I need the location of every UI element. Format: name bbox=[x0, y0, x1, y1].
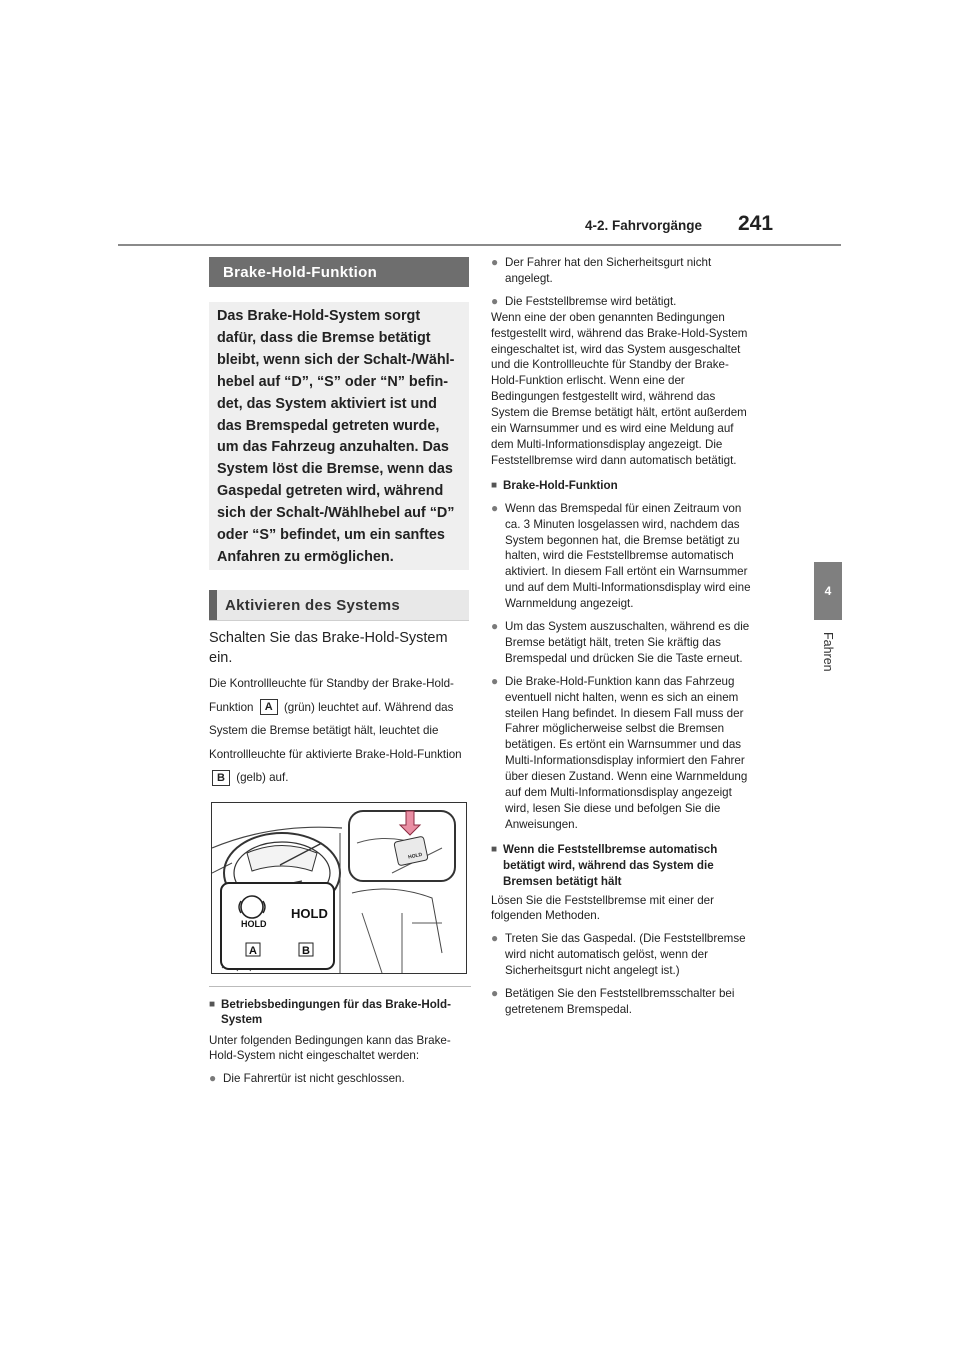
bullet-dot-icon: ● bbox=[491, 293, 499, 308]
bullet-dot-icon: ● bbox=[491, 255, 499, 269]
desc-part: Die Kontrollleuchte für Standby der Brake-Hold-Funktion bbox=[209, 677, 454, 714]
figure-divider bbox=[209, 986, 471, 987]
list-item bbox=[209, 1071, 471, 1086]
square-bullet-icon: ■ bbox=[491, 479, 498, 491]
section-heading-text: Brake-Hold-Funktion bbox=[223, 263, 378, 281]
page-number: 241 bbox=[738, 212, 774, 235]
step-description bbox=[209, 672, 471, 790]
desc-part: (gelb) auf. bbox=[236, 771, 289, 784]
switch-text: HOLD bbox=[407, 851, 423, 861]
conditions-heading bbox=[209, 997, 471, 1027]
list-item-text: Treten Sie das Gaspedal. (Die Feststellbremse wird nicht automatisch gelöst, wenn der Sicherheitsgurt nicht angelegt ist.) bbox=[505, 932, 746, 978]
dashboard-figure bbox=[211, 802, 467, 974]
section-heading-brake-hold bbox=[209, 257, 469, 287]
indicator-a-text: HOLD bbox=[241, 919, 267, 929]
chapter-tab: 4 bbox=[814, 562, 842, 620]
list-item bbox=[491, 501, 753, 612]
list-item-text: Die Fahrertür ist nicht geschlossen. bbox=[223, 1072, 405, 1085]
bullet-dot-icon: ● bbox=[491, 986, 499, 1001]
subheading bbox=[491, 842, 753, 890]
subheading bbox=[491, 478, 753, 494]
bullet-dot-icon: ● bbox=[209, 1071, 217, 1085]
indicator-b-text: HOLD bbox=[291, 906, 328, 921]
bullet-dot-icon: ● bbox=[491, 619, 499, 634]
paragraph: Lösen Sie die Feststellbremse mit einer der folgenden Methoden. bbox=[491, 893, 714, 923]
label-a-badge: A bbox=[260, 699, 278, 715]
list-item bbox=[491, 619, 753, 667]
list-item bbox=[491, 255, 753, 287]
list-item-text: Um das System auszuschalten, während es die Bremse betätigt hält, treten Sie kräftig das Bremspedal und drücken Sie die Taste erneut. bbox=[505, 620, 750, 665]
list-item-text: Wenn das Bremspedal für einen Zeitraum von ca. 3 Minuten losgelassen wird, nachdem das System begonnen hat, die Bremse betätigt zu halten, wird die Feststellbremse automatisch aktiviert. In diesem Fall ertönt ein Warnsummer und auf dem Multi-Informationsdisplay wird eine Warnmeldung angezeigt. bbox=[505, 501, 751, 611]
list-item-text: Der Fahrer hat den Sicherheitsgurt nicht angelegt. bbox=[505, 256, 712, 285]
bullet-dot-icon: ● bbox=[491, 500, 499, 515]
heading-text: Brake-Hold-Funktion bbox=[503, 478, 618, 492]
heading-bar bbox=[209, 590, 217, 620]
intro-box bbox=[209, 302, 469, 570]
dashboard-illustration bbox=[212, 803, 466, 973]
list-item bbox=[491, 931, 753, 979]
heading-text: Betriebsbedingungen für das Brake-Hold-System bbox=[221, 998, 451, 1026]
list-item-text: Die Brake-Hold-Funktion kann das Fahrzeug eventuell nicht halten, wenn es sich an einem steilen Hang befindet. In diesem Fall muss der Fahrer möglicherweise selbst die Bremsen betätigen. Es ertönt ein Warnsummer und das Multi-Informationsdisplay informiert den Fahrer über diesen Zustand. Wenn eine Warnmeldung auf dem Multi-Informationsdisplay angezeigt wird, lesen Sie diese und befolgen Sie die Anweisungen. bbox=[505, 674, 748, 831]
right-column bbox=[491, 255, 753, 1018]
list-item bbox=[491, 674, 753, 833]
figure-label-a: A bbox=[249, 945, 257, 957]
list-item bbox=[491, 986, 753, 1018]
square-bullet-icon: ■ bbox=[491, 843, 498, 855]
conditions-intro: Unter folgenden Bedingungen kann das Brake-Hold-System nicht eingeschaltet werden: bbox=[209, 1034, 451, 1062]
heading-text: Wenn die Feststellbremse automatisch betätigt wird, während das System die Bremsen betätigt hält bbox=[503, 842, 718, 888]
square-bullet-icon: ■ bbox=[209, 999, 216, 1010]
intro-text: Das Brake-Hold-System sorgt dafür, dass die Bremse betätigt bleibt, wenn sich der Schalt-/Wähl-hebel auf “D”, “S” oder “N” befin-det, das System aktiviert ist und das Bremspedal getreten wurde, um das Fahrzeug anzuhalten. Das System löst die Bremse, wenn das Gaspedal getreten wird, während sich der Schalt-/Wählhebel auf “D” oder “S” befindet, um ein sanftes Anfahren zu ermöglichen. bbox=[217, 308, 455, 565]
figure-label-b: B bbox=[302, 945, 310, 957]
label-b-badge: B bbox=[212, 770, 230, 786]
step-text: Schalten Sie das Brake-Hold-System ein. bbox=[209, 630, 448, 666]
chapter-label: Fahren bbox=[821, 632, 835, 672]
header-rule bbox=[118, 244, 841, 246]
list-item bbox=[491, 294, 753, 310]
list-item-text: Die Feststellbremse wird betätigt. bbox=[505, 294, 677, 308]
bullet-dot-icon: ● bbox=[491, 673, 499, 688]
section-header: 4-2. Fahrvorgänge bbox=[585, 218, 703, 233]
desc-part: (grün) leuchtet auf. Während das System die Bremse betätigt hält, leuchtet die Kontrollleuchte für aktivierte Brake-Hold-Funktion bbox=[209, 700, 462, 761]
section-heading-text: Aktivieren des Systems bbox=[225, 596, 401, 614]
paragraph: Wenn eine der oben genannten Bedingungen festgestellt wird, während das Brake-Hold-System eingeschaltet ist, wird das System ausgeschaltet und die Kontrollleuchte für Standby der Brake-Hold-Funktion erlischt. Wenn eine der Bedingungen festgestellt wird, während das System die Bremse betätigt hält, ertönt außerdem ein Warnsummer und es wird eine Meldung auf dem Multi-Informationsdisplay angezeigt. Die Feststellbremse wird dann automatisch betätigt. bbox=[491, 310, 748, 467]
list-item-text: Betätigen Sie den Feststellbremsschalter bei getretenem Bremspedal. bbox=[505, 987, 735, 1016]
bullet-dot-icon: ● bbox=[491, 931, 499, 946]
conditions-block bbox=[209, 997, 471, 1086]
section-heading-activate bbox=[209, 590, 469, 621]
